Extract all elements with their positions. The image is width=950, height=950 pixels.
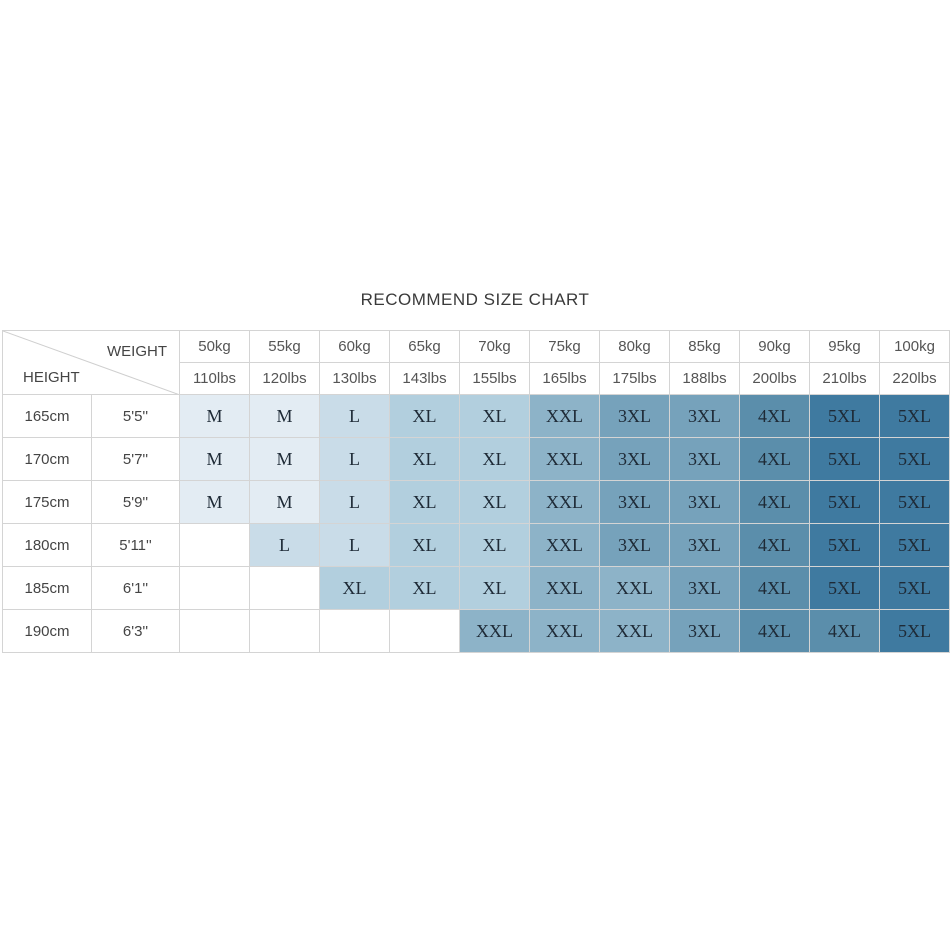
height-ft-cell: 5'11'' <box>92 524 180 567</box>
size-cell: XL <box>460 524 530 567</box>
weight-lbs-header: 165lbs <box>530 363 600 395</box>
corner-header <box>3 331 180 395</box>
size-cell: XXL <box>530 481 600 524</box>
size-cell: XXL <box>460 610 530 653</box>
size-cell: 5XL <box>880 438 950 481</box>
size-cell: L <box>320 524 390 567</box>
size-cell: 3XL <box>670 524 740 567</box>
size-row <box>3 524 950 567</box>
weight-lbs-header: 110lbs <box>180 363 250 395</box>
size-row <box>3 395 950 438</box>
weight-lbs-header: 130lbs <box>320 363 390 395</box>
weight-kg-header: 95kg <box>810 331 880 363</box>
size-cell: XXL <box>530 610 600 653</box>
size-cell: 5XL <box>880 524 950 567</box>
size-cell: L <box>320 481 390 524</box>
size-cell-empty <box>250 567 320 610</box>
size-cell: 3XL <box>670 395 740 438</box>
size-cell: XL <box>390 567 460 610</box>
size-cell: 3XL <box>670 610 740 653</box>
size-cell: 5XL <box>810 395 880 438</box>
size-cell: 3XL <box>600 395 670 438</box>
size-cell: L <box>320 438 390 481</box>
height-ft-cell: 6'1'' <box>92 567 180 610</box>
weight-kg-header: 85kg <box>670 331 740 363</box>
height-cm-cell: 190cm <box>3 610 92 653</box>
weight-lbs-header: 220lbs <box>880 363 950 395</box>
size-cell: M <box>180 395 250 438</box>
weight-lbs-header: 143lbs <box>390 363 460 395</box>
size-cell-empty <box>180 567 250 610</box>
weight-lbs-header: 210lbs <box>810 363 880 395</box>
weight-kg-header: 60kg <box>320 331 390 363</box>
weight-lbs-header: 175lbs <box>600 363 670 395</box>
size-cell: XL <box>320 567 390 610</box>
size-row <box>3 481 950 524</box>
size-cell-empty <box>180 524 250 567</box>
size-cell: 4XL <box>740 481 810 524</box>
size-cell: XXL <box>600 567 670 610</box>
weight-lbs-header: 200lbs <box>740 363 810 395</box>
size-cell: XXL <box>600 610 670 653</box>
size-cell: XXL <box>530 524 600 567</box>
size-chart-table <box>2 330 950 653</box>
height-ft-cell: 5'5'' <box>92 395 180 438</box>
height-cm-cell: 180cm <box>3 524 92 567</box>
size-cell: XL <box>460 567 530 610</box>
weight-kg-header: 100kg <box>880 331 950 363</box>
chart-title: RECOMMEND SIZE CHART <box>360 290 590 309</box>
size-cell: XL <box>460 395 530 438</box>
size-chart-body <box>3 331 950 653</box>
weight-kg-header: 65kg <box>390 331 460 363</box>
weight-kg-header: 70kg <box>460 331 530 363</box>
weight-kg-header: 55kg <box>250 331 320 363</box>
weight-kg-header: 75kg <box>530 331 600 363</box>
height-cm-cell: 175cm <box>3 481 92 524</box>
size-cell: L <box>320 395 390 438</box>
size-cell: XL <box>460 481 530 524</box>
weight-kg-header: 90kg <box>740 331 810 363</box>
size-cell: M <box>180 438 250 481</box>
size-cell: XL <box>390 524 460 567</box>
size-cell: 3XL <box>600 524 670 567</box>
height-header: HEIGHT <box>23 369 80 386</box>
size-cell: XL <box>390 395 460 438</box>
size-cell: 4XL <box>740 395 810 438</box>
size-cell: M <box>180 481 250 524</box>
size-row <box>3 438 950 481</box>
size-cell: 5XL <box>810 524 880 567</box>
size-row <box>3 610 950 653</box>
size-cell: 3XL <box>670 567 740 610</box>
size-cell-empty <box>320 610 390 653</box>
size-cell: 4XL <box>740 610 810 653</box>
size-cell: 3XL <box>600 438 670 481</box>
size-cell: 3XL <box>670 438 740 481</box>
weight-lbs-header: 120lbs <box>250 363 320 395</box>
size-cell: XL <box>390 481 460 524</box>
size-cell: M <box>250 438 320 481</box>
height-ft-cell: 5'7'' <box>92 438 180 481</box>
size-cell: 5XL <box>810 481 880 524</box>
size-cell: 5XL <box>810 567 880 610</box>
weight-kg-header: 50kg <box>180 331 250 363</box>
size-cell: M <box>250 481 320 524</box>
height-cm-cell: 170cm <box>3 438 92 481</box>
size-cell: 5XL <box>810 438 880 481</box>
size-cell: 4XL <box>810 610 880 653</box>
size-cell: 5XL <box>880 610 950 653</box>
size-cell: XL <box>390 438 460 481</box>
size-cell: L <box>250 524 320 567</box>
size-cell: 5XL <box>880 567 950 610</box>
size-cell-empty <box>250 610 320 653</box>
size-cell: 3XL <box>600 481 670 524</box>
height-ft-cell: 6'3'' <box>92 610 180 653</box>
size-cell-empty <box>390 610 460 653</box>
size-cell: XL <box>460 438 530 481</box>
size-cell-empty <box>180 610 250 653</box>
size-cell: M <box>250 395 320 438</box>
size-cell: 5XL <box>880 395 950 438</box>
weight-header: WEIGHT <box>107 343 167 360</box>
size-cell: 5XL <box>880 481 950 524</box>
size-cell: XXL <box>530 438 600 481</box>
size-cell: XXL <box>530 395 600 438</box>
weight-kg-header: 80kg <box>600 331 670 363</box>
size-cell: XXL <box>530 567 600 610</box>
height-cm-cell: 185cm <box>3 567 92 610</box>
size-cell: 4XL <box>740 524 810 567</box>
size-cell: 4XL <box>740 438 810 481</box>
height-cm-cell: 165cm <box>3 395 92 438</box>
size-cell: 4XL <box>740 567 810 610</box>
weight-lbs-header: 155lbs <box>460 363 530 395</box>
size-row <box>3 567 950 610</box>
header-row-kg <box>3 331 950 363</box>
height-ft-cell: 5'9'' <box>92 481 180 524</box>
weight-lbs-header: 188lbs <box>670 363 740 395</box>
size-cell: 3XL <box>670 481 740 524</box>
